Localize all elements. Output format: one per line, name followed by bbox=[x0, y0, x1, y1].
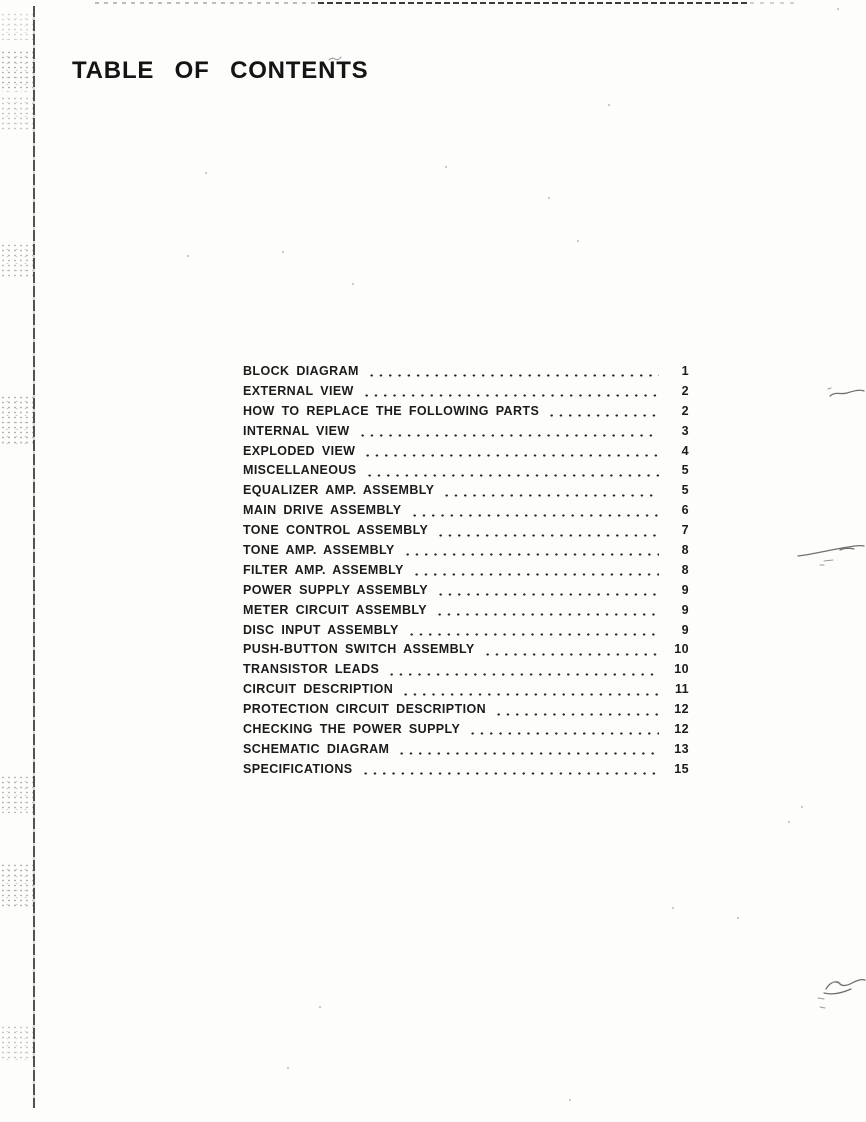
toc-entry-label: TRANSISTOR LEADS bbox=[243, 662, 380, 677]
toc-entry-label: TONE CONTROL ASSEMBLY bbox=[243, 523, 429, 538]
toc-entry bbox=[243, 481, 689, 501]
dot-leader bbox=[360, 394, 659, 397]
pen-squiggle-mark bbox=[796, 536, 866, 566]
scan-top-edge-line bbox=[95, 2, 318, 4]
toc-entry-label: EXPLODED VIEW bbox=[243, 443, 356, 458]
scan-speck bbox=[672, 907, 674, 909]
toc-entry-label: HOW TO REPLACE THE FOLLOWING PARTS bbox=[243, 403, 540, 418]
toc-entry bbox=[243, 680, 689, 700]
scan-speck bbox=[287, 1067, 289, 1069]
dot-leader bbox=[399, 693, 659, 696]
dot-leader bbox=[545, 414, 659, 417]
scan-smudge bbox=[0, 395, 33, 445]
toc-entry bbox=[243, 601, 689, 621]
toc-entry-page: 2 bbox=[681, 403, 689, 418]
toc-entry-label: DISC INPUT ASSEMBLY bbox=[243, 622, 399, 637]
scan-speck bbox=[801, 806, 803, 808]
toc-entry-page: 6 bbox=[681, 503, 689, 518]
toc-entry-label: BLOCK DIAGRAM bbox=[243, 364, 359, 378]
dot-leader bbox=[395, 752, 659, 755]
toc-entry-label: INTERNAL VIEW bbox=[243, 423, 350, 438]
toc-entry-label: PUSH-BUTTON SWITCH ASSEMBLY bbox=[243, 642, 475, 657]
toc-entry-label: CHECKING THE POWER SUPPLY bbox=[243, 722, 461, 737]
dot-leader bbox=[405, 633, 659, 636]
scan-speck bbox=[282, 251, 284, 253]
binding-edge-line bbox=[33, 6, 35, 1108]
scan-top-edge-line bbox=[318, 2, 750, 4]
toc-entry bbox=[243, 640, 689, 660]
dot-leader bbox=[356, 434, 659, 437]
toc-entry bbox=[243, 581, 689, 601]
toc-entry bbox=[243, 382, 689, 402]
toc-entry bbox=[243, 422, 689, 442]
toc-entry bbox=[243, 461, 689, 481]
toc-entry-page: 12 bbox=[674, 702, 689, 717]
toc-entry-label: EXTERNAL VIEW bbox=[243, 383, 354, 398]
toc-entry-label: SCHEMATIC DIAGRAM bbox=[243, 741, 390, 756]
dot-leader bbox=[361, 454, 659, 457]
scan-speck bbox=[352, 283, 354, 285]
scan-speck bbox=[837, 8, 839, 10]
dot-leader bbox=[481, 653, 659, 656]
toc-entry-page: 10 bbox=[674, 642, 689, 657]
toc-list bbox=[243, 362, 689, 780]
scan-smudge bbox=[0, 12, 33, 40]
toc-entry bbox=[243, 521, 689, 541]
dot-leader bbox=[434, 593, 659, 596]
toc-entry bbox=[243, 402, 689, 422]
toc-entry-page: 1 bbox=[681, 364, 689, 378]
dot-leader bbox=[433, 613, 659, 616]
toc-entry bbox=[243, 740, 689, 760]
toc-entry-page: 8 bbox=[681, 543, 689, 558]
toc-entry-page: 9 bbox=[681, 622, 689, 637]
toc-entry-page: 5 bbox=[681, 463, 689, 478]
pen-squiggle-mark bbox=[826, 382, 866, 402]
toc-entry-page: 3 bbox=[681, 423, 689, 438]
toc-entry-label: CIRCUIT DESCRIPTION bbox=[243, 682, 394, 697]
dot-leader bbox=[408, 514, 659, 517]
toc-entry-page: 2 bbox=[681, 383, 689, 398]
toc-entry-page: 5 bbox=[681, 483, 689, 498]
toc-entry bbox=[243, 621, 689, 641]
scan-speck bbox=[569, 1099, 571, 1101]
scan-speck bbox=[608, 104, 610, 106]
toc-entry bbox=[243, 561, 689, 581]
toc-entry-page: 15 bbox=[674, 761, 689, 776]
toc-entry-page: 9 bbox=[681, 602, 689, 617]
toc-entry-page: 4 bbox=[681, 443, 689, 458]
dot-leader bbox=[492, 713, 659, 716]
dot-leader bbox=[401, 553, 659, 556]
dot-leader bbox=[363, 474, 659, 477]
scan-speck bbox=[737, 917, 739, 919]
pen-squiggle-mark bbox=[816, 971, 866, 1011]
scan-smudge bbox=[0, 863, 33, 908]
scan-speck bbox=[577, 240, 579, 242]
scan-speck bbox=[788, 821, 790, 823]
toc-entry bbox=[243, 442, 689, 462]
dot-leader bbox=[359, 772, 659, 775]
page-title: TABLE OF CONTENTS bbox=[72, 57, 369, 85]
toc-entry bbox=[243, 720, 689, 740]
toc-entry bbox=[243, 760, 689, 780]
toc-entry-page: 8 bbox=[681, 562, 689, 577]
scan-speck bbox=[205, 172, 207, 174]
dot-leader bbox=[385, 673, 659, 676]
toc-entry-label: METER CIRCUIT ASSEMBLY bbox=[243, 602, 428, 617]
toc-entry-page: 9 bbox=[681, 582, 689, 597]
scan-top-edge-line bbox=[750, 2, 798, 4]
scan-speck bbox=[445, 166, 447, 168]
toc-entry bbox=[243, 541, 689, 561]
scan-speck bbox=[319, 1006, 321, 1008]
dot-leader bbox=[365, 374, 659, 377]
scan-smudge bbox=[0, 1025, 33, 1061]
scan-smudge bbox=[0, 243, 33, 277]
dot-leader bbox=[434, 534, 659, 537]
toc-entry bbox=[243, 700, 689, 720]
toc-entry-page: 13 bbox=[674, 741, 689, 756]
dot-leader bbox=[466, 732, 659, 735]
toc-entry-page: 10 bbox=[674, 662, 689, 677]
toc-entry-label: FILTER AMP. ASSEMBLY bbox=[243, 562, 404, 577]
scan-speck bbox=[548, 197, 550, 199]
toc-entry-page: 11 bbox=[674, 682, 689, 697]
scan-smudge bbox=[0, 96, 33, 130]
scan-smudge bbox=[0, 50, 33, 92]
toc-entry-page: 12 bbox=[674, 722, 689, 737]
toc-entry bbox=[243, 660, 689, 680]
toc-entry-label: POWER SUPPLY ASSEMBLY bbox=[243, 582, 429, 597]
toc-entry-label: MAIN DRIVE ASSEMBLY bbox=[243, 503, 402, 518]
toc-entry bbox=[243, 362, 689, 382]
toc-entry bbox=[243, 501, 689, 521]
dot-leader bbox=[440, 494, 659, 497]
toc-entry-label: SPECIFICATIONS bbox=[243, 761, 353, 776]
toc-entry-page: 7 bbox=[681, 523, 689, 538]
toc-entry-label: PROTECTION CIRCUIT DESCRIPTION bbox=[243, 702, 487, 717]
dot-leader bbox=[410, 573, 659, 576]
toc-entry-label: EQUALIZER AMP. ASSEMBLY bbox=[243, 483, 435, 498]
scan-smudge bbox=[0, 775, 33, 813]
toc-entry-label: MISCELLANEOUS bbox=[243, 463, 357, 478]
scan-speck bbox=[187, 255, 189, 257]
toc-entry-label: TONE AMP. ASSEMBLY bbox=[243, 543, 395, 558]
